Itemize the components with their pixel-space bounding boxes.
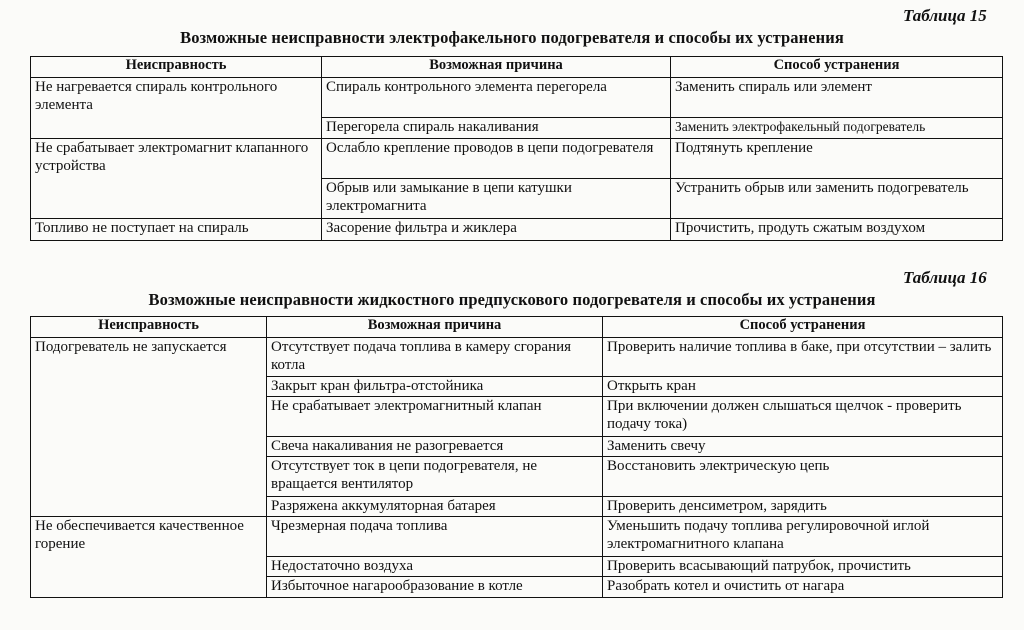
column-header-fault: Неисправность xyxy=(31,317,267,338)
column-header-fault: Неисправность xyxy=(31,57,322,78)
cause-cell: Спираль контрольного элемента перегорела xyxy=(322,78,671,118)
table15-title: Возможные неисправности электрофакельного подогревателя и способы их устранения xyxy=(180,28,844,47)
fix-cell: Заменить спираль или элемент xyxy=(671,78,1003,118)
table-header-row xyxy=(31,57,1003,78)
fix-cell: Проверить наличие топлива в баке, при отсутствии – залить xyxy=(603,338,1003,377)
table-row xyxy=(31,338,1003,377)
cause-cell: Недостаточно воздуха xyxy=(267,557,603,577)
fault-cell: Не обеспечивается качественное горение xyxy=(31,517,267,598)
fix-cell: Проверить денсиметром, зарядить xyxy=(603,497,1003,517)
fault-cell: Топливо не поступает на спираль xyxy=(31,219,322,241)
column-header-cause: Возможная причина xyxy=(322,57,671,78)
cause-cell: Засорение фильтра и жиклера xyxy=(322,219,671,241)
fix-cell: Проверить всасывающий патрубок, прочистить xyxy=(603,557,1003,577)
fix-cell: При включении должен слышаться щелчок - проверить подачу тока) xyxy=(603,397,1003,437)
table-header-row xyxy=(31,317,1003,338)
table-row xyxy=(31,139,1003,179)
cause-cell: Перегорела спираль накаливания xyxy=(322,118,671,139)
fix-cell: Уменьшить подачу топлива регулировочной иглой электромагнитного клапана xyxy=(603,517,1003,557)
cause-cell: Закрыт кран фильтра-отстойника xyxy=(267,377,603,397)
table-row xyxy=(31,78,1003,118)
table-row xyxy=(31,219,1003,241)
cause-cell: Избыточное нагарообразование в котле xyxy=(267,577,603,598)
column-header-fix: Способ устранения xyxy=(603,317,1003,338)
fix-cell: Восстановить электрическую цепь xyxy=(603,457,1003,497)
fault-cell: Не нагревается спираль контрольного элемента xyxy=(31,78,322,139)
table15 xyxy=(30,56,1003,241)
table15-label: Таблица 15 xyxy=(903,6,987,25)
fix-cell: Открыть кран xyxy=(603,377,1003,397)
fix-cell: Заменить электрофакельный подогреватель xyxy=(671,118,1003,139)
fix-cell: Заменить свечу xyxy=(603,437,1003,457)
table16 xyxy=(30,316,1003,598)
fix-cell: Прочистить, продуть сжатым воздухом xyxy=(671,219,1003,241)
column-header-fix: Способ устранения xyxy=(671,57,1003,78)
cause-cell: Свеча накаливания не разогревается xyxy=(267,437,603,457)
cause-cell: Не срабатывает электромагнитный клапан xyxy=(267,397,603,437)
cause-cell: Отсутствует подача топлива в камеру сгорания котла xyxy=(267,338,603,377)
table-row xyxy=(31,517,1003,557)
cause-cell: Обрыв или замыкание в цепи катушки электромагнита xyxy=(322,179,671,219)
cause-cell: Разряжена аккумуляторная батарея xyxy=(267,497,603,517)
cause-cell: Чрезмерная подача топлива xyxy=(267,517,603,557)
fix-cell: Устранить обрыв или заменить подогреватель xyxy=(671,179,1003,219)
fault-cell: Подогреватель не запускается xyxy=(31,338,267,517)
column-header-cause: Возможная причина xyxy=(267,317,603,338)
fault-cell: Не срабатывает электромагнит клапанного устройства xyxy=(31,139,322,219)
fix-cell: Разобрать котел и очистить от нагара xyxy=(603,577,1003,598)
table16-label: Таблица 16 xyxy=(903,268,987,287)
cause-cell: Отсутствует ток в цепи подогревателя, не вращается вентилятор xyxy=(267,457,603,497)
cause-cell: Ослабло крепление проводов в цепи подогревателя xyxy=(322,139,671,179)
table16-title: Возможные неисправности жидкостного предпускового подогревателя и способы их устранения xyxy=(148,290,876,309)
fix-cell: Подтянуть крепление xyxy=(671,139,1003,179)
